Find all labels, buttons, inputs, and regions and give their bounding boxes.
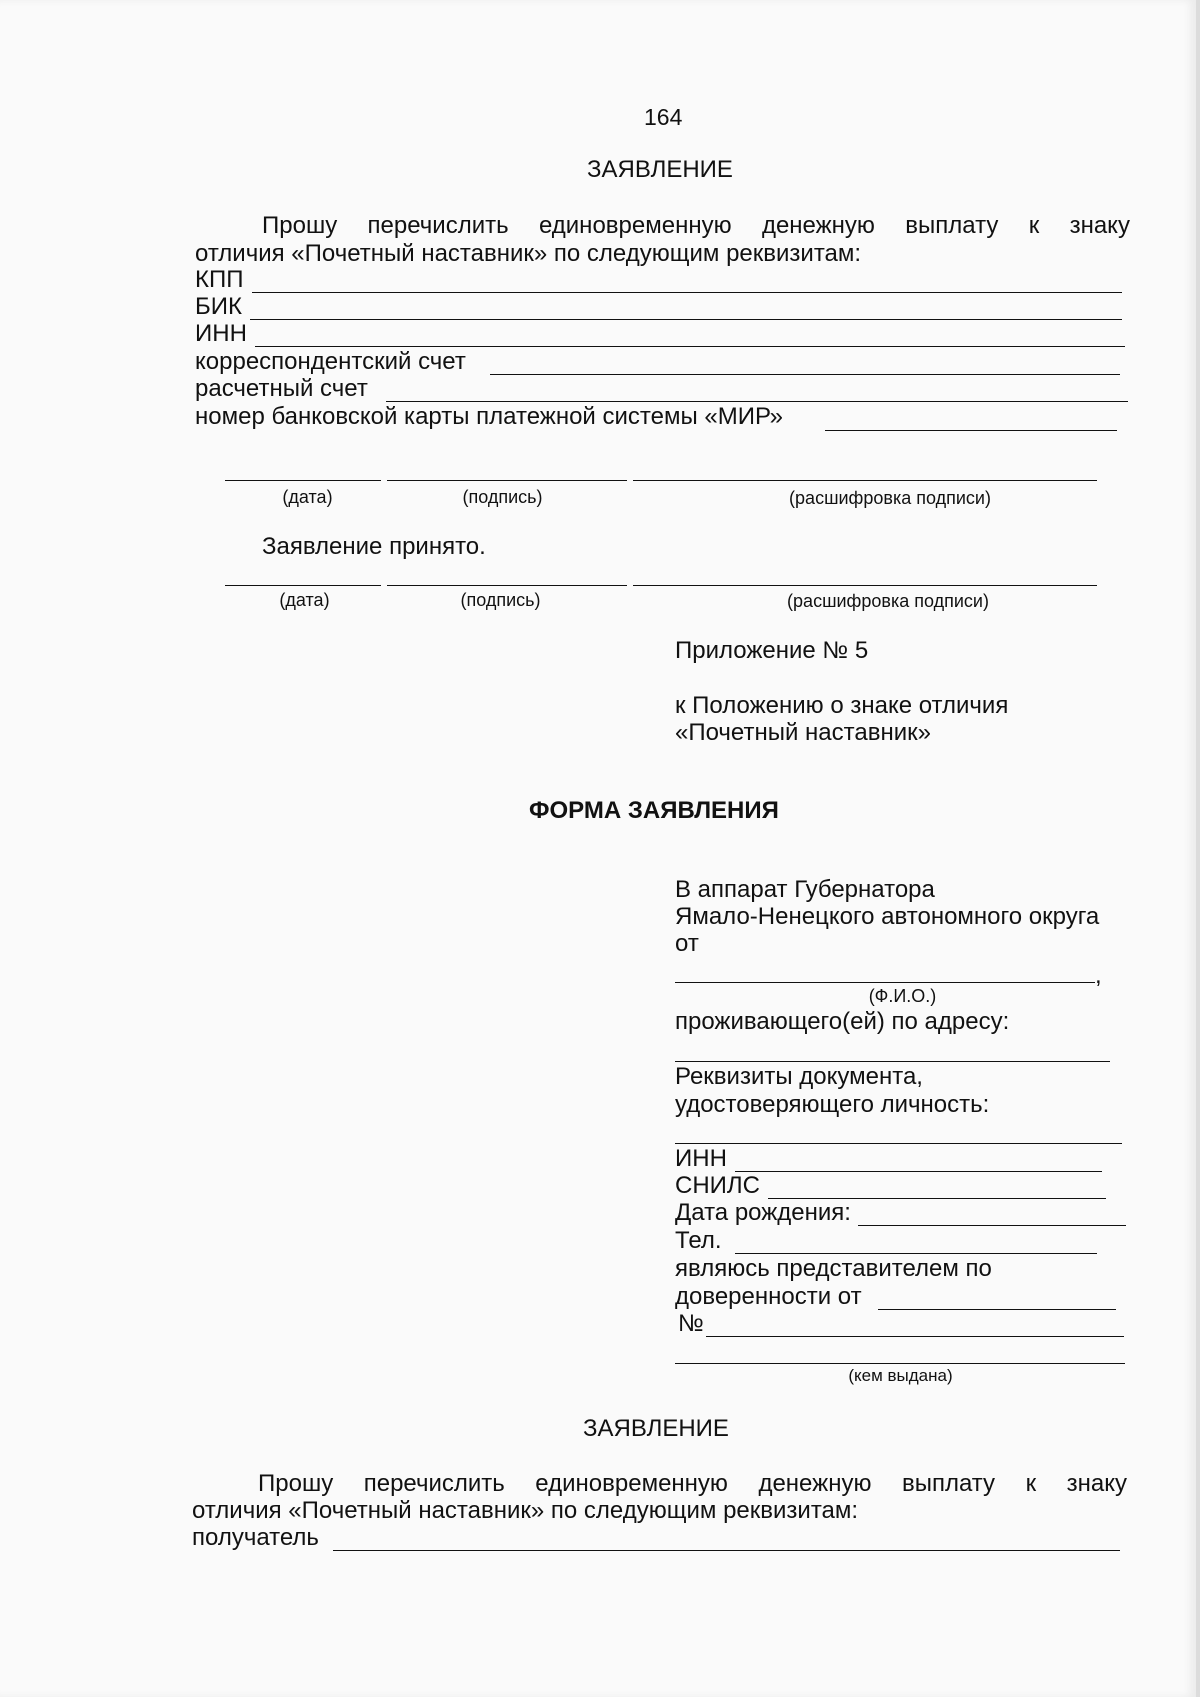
card-number-field[interactable] <box>825 430 1117 431</box>
word: перечислить <box>363 1470 505 1497</box>
address-field[interactable] <box>675 1061 1110 1062</box>
statement-title: ЗАЯВЛЕНИЕ <box>587 156 733 183</box>
settlement-account-label: расчетный счет <box>195 375 368 402</box>
doc-label-line1: Реквизиты документа, <box>675 1063 923 1090</box>
date-line[interactable] <box>225 480 381 481</box>
card-number-label: номер банковской карты платежной системы «МИР» <box>195 403 783 430</box>
statement-paragraph-line2: отличия «Почетный наставник» по следующим реквизитам: <box>192 1497 859 1524</box>
accepted-text: Заявление принято. <box>262 533 486 560</box>
addressee-from: от <box>675 930 699 957</box>
decoding-caption: (расшифровка подписи) <box>787 591 989 611</box>
decoding-line[interactable] <box>633 585 1097 586</box>
representative-line1: являюсь представителем по <box>675 1255 992 1282</box>
inn-field[interactable] <box>255 346 1125 347</box>
date-line[interactable] <box>225 585 381 586</box>
date-caption: (дата) <box>282 487 333 507</box>
inn-label: ИНН <box>195 320 247 347</box>
signature-caption: (подпись) <box>462 487 543 507</box>
word: выплату <box>901 1470 996 1497</box>
fio-caption: (Ф.И.О.) <box>868 986 937 1006</box>
kpp-label: КПП <box>195 266 244 293</box>
issued-by-field[interactable] <box>675 1363 1125 1364</box>
bik-label: БИК <box>195 293 242 320</box>
page-number: 164 <box>644 104 683 130</box>
issued-by-caption: (кем выдана) <box>848 1366 953 1385</box>
fio-field[interactable] <box>675 982 1095 983</box>
corr-account-field[interactable] <box>490 374 1120 375</box>
residing-label: проживающего(ей) по адресу: <box>675 1008 1010 1035</box>
fio-comma: , <box>1095 962 1102 989</box>
inn-field[interactable] <box>735 1171 1102 1172</box>
word: знаку <box>1066 1470 1127 1497</box>
birth-date-label: Дата рождения: <box>675 1199 851 1226</box>
form-title: ФОРМА ЗАЯВЛЕНИЯ <box>529 797 779 824</box>
statement-paragraph-line1 <box>262 212 1130 240</box>
signature-line[interactable] <box>387 480 627 481</box>
phone-label: Тел. <box>675 1227 722 1254</box>
word: к <box>1025 1470 1037 1497</box>
corr-account-label: корреспондентский счет <box>195 348 466 375</box>
kpp-field[interactable] <box>252 292 1122 293</box>
doc-label-line2: удостоверяющего личность: <box>675 1091 990 1118</box>
birth-date-field[interactable] <box>858 1225 1126 1226</box>
phone-field[interactable] <box>735 1253 1097 1254</box>
decoding-caption: (расшифровка подписи) <box>789 488 991 508</box>
number-sign: № <box>678 1310 704 1337</box>
statement-paragraph-line2: отличия «Почетный наставник» по следующим реквизитам: <box>195 240 862 267</box>
power-of-attorney-date-field[interactable] <box>878 1309 1116 1310</box>
word: к <box>1028 212 1040 239</box>
word: денежную <box>758 1470 872 1497</box>
snils-label: СНИЛС <box>675 1172 760 1199</box>
power-of-attorney-number-field[interactable] <box>706 1336 1124 1337</box>
appendix-line2: «Почетный наставник» <box>675 719 931 746</box>
inn-label: ИНН <box>675 1145 727 1172</box>
word: Прошу <box>258 1470 334 1497</box>
addressee-line1: В аппарат Губернатора <box>675 876 935 903</box>
word: единовременную <box>535 1470 728 1497</box>
recipient-field[interactable] <box>333 1550 1120 1551</box>
signature-line[interactable] <box>387 585 627 586</box>
decoding-line[interactable] <box>633 480 1097 481</box>
date-caption: (дата) <box>279 590 330 610</box>
word: Прошу <box>262 212 338 239</box>
word: единовременную <box>538 212 732 239</box>
word: знаку <box>1069 212 1130 239</box>
signature-caption: (подпись) <box>460 590 541 610</box>
bik-field[interactable] <box>250 319 1122 320</box>
appendix-number: Приложение № 5 <box>675 637 869 664</box>
word: денежную <box>761 212 875 239</box>
word: выплату <box>905 212 999 239</box>
addressee-line2: Ямало-Ненецкого автономного округа <box>675 903 1100 930</box>
doc-field[interactable] <box>675 1143 1122 1144</box>
statement-title: ЗАЯВЛЕНИЕ <box>583 1415 729 1442</box>
word: перечислить <box>367 212 509 239</box>
settlement-account-field[interactable] <box>386 401 1128 402</box>
recipient-label: получатель <box>192 1524 319 1551</box>
statement-paragraph-line1 <box>258 1470 1127 1498</box>
appendix-line1: к Положению о знаке отличия <box>675 692 1009 719</box>
representative-line2: доверенности от <box>675 1283 862 1310</box>
